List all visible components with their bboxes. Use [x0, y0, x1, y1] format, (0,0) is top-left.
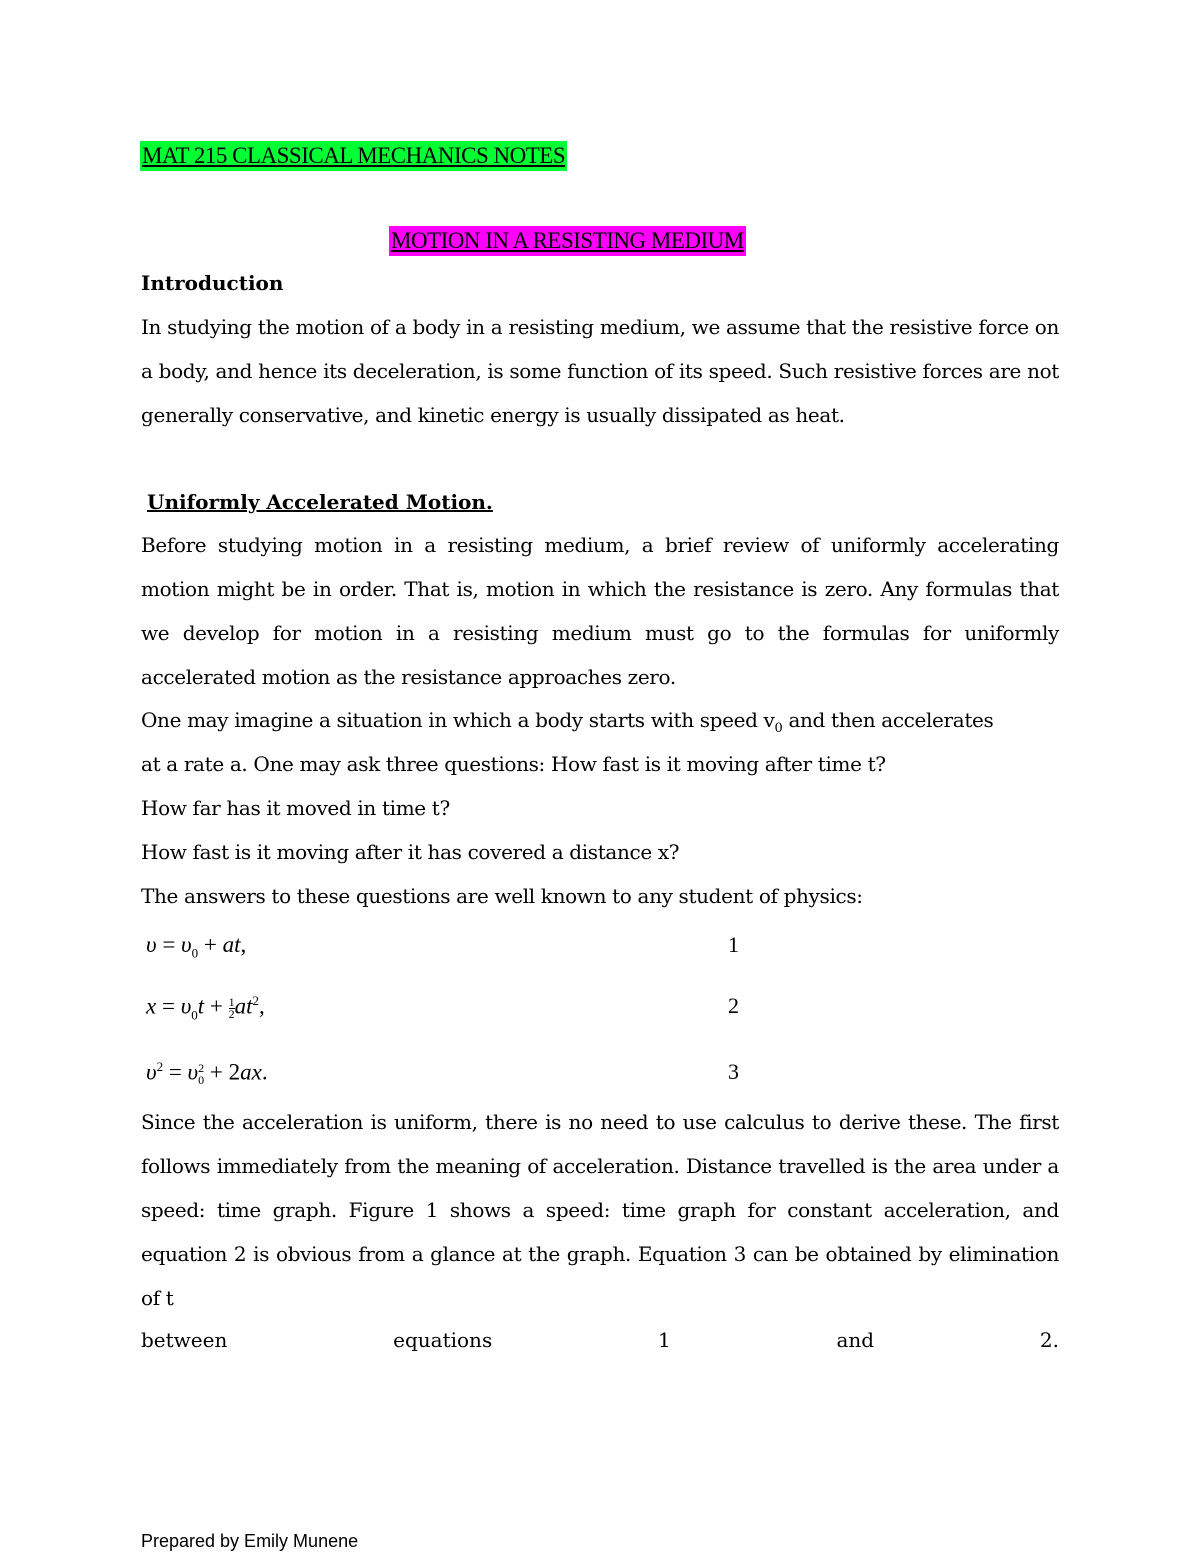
uniform-motion-heading: Uniformly Accelerated Motion.	[147, 490, 493, 514]
last-line-word: 1	[657, 1328, 671, 1352]
intro-heading: Introduction	[141, 271, 284, 295]
equation-2-number: 2	[728, 993, 739, 1018]
imagine-line-2: at a rate a. One may ask three questions: How fast is it moving after time t?	[141, 752, 886, 776]
last-line-word: equations	[393, 1328, 493, 1352]
equation-3: $\upsilon^2 = \upsilon$ 2 0 + 2ax.	[146, 1059, 268, 1088]
equation-2: $x = \upsilon_0t$ + $\frac{1}{2}$ $at^2$,	[146, 993, 265, 1023]
uniform-motion-paragraph: Before studying motion in a resisting medium, a brief review of uniformly accelerating motion might be in order. That is, motion in which the resistance is zero. Any formulas that we develop for motion in a resisting medium must go to the formulas for uniformly accelerated motion as the resistance approaches zero.	[141, 533, 1059, 689]
answers-line: The answers to these questions are well known to any student of physics:	[141, 884, 863, 908]
imagine-line-1	[141, 705, 993, 744]
intro-paragraph: In studying the motion of a body in a resisting medium, we assume that the resistive force on a body, and hence its deceleration, is some function of its speed. Such resistive forces are not generally conservative, and kinetic energy is usually dissipated as heat.	[141, 315, 1059, 427]
imagine-subscript: 0	[774, 721, 783, 736]
question-line-2: How far has it moved in time t?	[141, 796, 450, 820]
last-line-word: and	[836, 1328, 875, 1352]
justified-last-line	[141, 1325, 1059, 1355]
page-footer: Prepared by Emily Munene	[141, 1531, 359, 1551]
equation-3-number: 3	[728, 1059, 739, 1084]
document-title: MAT 215 CLASSICAL MECHANICS NOTES	[140, 141, 567, 171]
last-line-word: 2.	[1039, 1328, 1059, 1352]
equation-1-number: 1	[728, 932, 739, 957]
question-line-3: How fast is it moving after it has covered a distance x?	[141, 840, 680, 864]
imagine-text-a: One may imagine a situation in which a body starts with speed v	[141, 708, 775, 732]
derivation-paragraph: Since the acceleration is uniform, there is no need to use calculus to derive these. The first follows immediately from the meaning of acceleration. Distance travelled is the area under a speed: time graph. Figure 1 shows a speed: time graph for constant acceleration, and equation 2 is obvious from a glance at the graph. Equation 3 can be obtained by elimination of t	[141, 1110, 1059, 1310]
last-line-word: between	[141, 1328, 228, 1352]
equation-1: $\upsilon = \upsilon_0$ + at,	[146, 932, 247, 961]
section-title: MOTION IN A RESISTING MEDIUM	[389, 226, 746, 256]
imagine-text-b: and then accelerates	[782, 708, 994, 732]
